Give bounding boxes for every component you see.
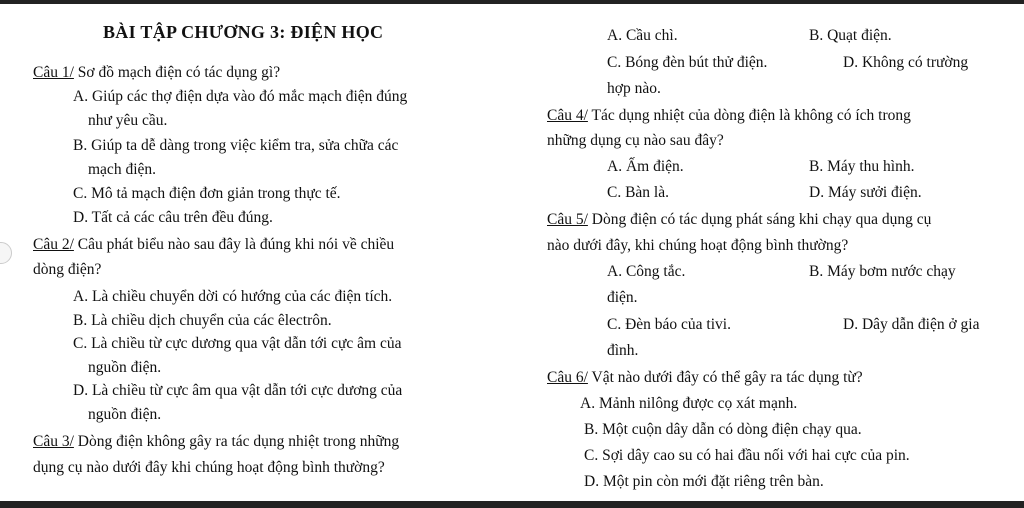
q1-option-d: D. Tất cả các câu trên đều đúng. (73, 209, 273, 226)
q2-option-c-cont: nguồn điện. (88, 359, 162, 376)
q6-option-c: C. Sợi dây cao su có hai đầu nối với hai cực của pin. (584, 447, 910, 464)
q1-option-a-cont: như yêu cầu. (88, 112, 168, 129)
question-3-stem: Câu 3/ Dòng điện không gây ra tác dụng nhiệt trong những (33, 433, 400, 450)
question-3-label: Câu 3/ (33, 433, 74, 450)
question-3-stem-cont: dụng cụ nào dưới đây khi chúng hoạt động bình thường? (33, 459, 385, 476)
question-6-stem: Câu 6/ Vật nào dưới đây có thể gây ra tác dụng từ? (547, 369, 863, 386)
question-5-stem-cont: nào dưới đây, khi chúng hoạt động bình thường? (547, 237, 849, 254)
question-2-label: Câu 2/ (33, 236, 74, 253)
q3-option-a: A. Cầu chì. (607, 27, 678, 44)
q3-option-d-cont: hợp nào. (607, 80, 661, 97)
page-edge-handle[interactable] (0, 242, 12, 264)
q5-option-b: B. Máy bơm nước chạy (809, 263, 956, 280)
q2-option-d: D. Là chiều từ cực âm qua vật dẫn tới cực dương của (73, 382, 403, 399)
q5-option-d: D. Dây dẫn điện ở gia (843, 316, 980, 333)
page-title: BÀI TẬP CHƯƠNG 3: ĐIỆN HỌC (103, 22, 384, 42)
q4-option-d: D. Máy sưởi điện. (809, 184, 922, 201)
q4-option-b: B. Máy thu hình. (809, 158, 915, 175)
q3-option-d: D. Không có trường (843, 54, 969, 71)
question-4-stem: Câu 4/ Tác dụng nhiệt của dòng điện là không có ích trong (547, 107, 911, 124)
question-6-label: Câu 6/ (547, 369, 588, 386)
q6-option-a: A. Mảnh nilông được cọ xát mạnh. (580, 395, 798, 412)
q2-option-d-cont: nguồn điện. (88, 406, 162, 423)
q4-option-c: C. Bàn là. (607, 184, 669, 201)
q6-option-d: D. Một pin còn mới đặt riêng trên bàn. (584, 473, 824, 490)
question-1-stem: Câu 1/ Sơ đồ mạch điện có tác dụng gì? (33, 64, 281, 81)
q2-option-a: A. Là chiều chuyển dời có hướng của các điện tích. (73, 288, 393, 305)
q6-option-b: B. Một cuộn dây dẫn có dòng điện chạy qua. (584, 421, 862, 438)
q1-option-a: A. Giúp các thợ điện dựa vào đó mắc mạch điện đúng (73, 88, 408, 105)
q1-option-b: B. Giúp ta dễ dàng trong việc kiểm tra, sửa chữa các (73, 137, 399, 154)
q2-option-c: C. Là chiều từ cực dương qua vật dẫn tới cực âm của (73, 335, 402, 352)
q1-option-c: C. Mô tả mạch điện đơn giản trong thực tế. (73, 185, 341, 202)
question-2-stem: Câu 2/ Câu phát biểu nào sau đây là đúng khi nói về chiều (33, 236, 395, 253)
q5-option-b-cont: điện. (607, 289, 638, 306)
q2-option-b: B. Là chiều dịch chuyển của các êlectrôn. (73, 312, 332, 329)
q5-option-a: A. Công tắc. (607, 263, 686, 280)
q3-option-c: C. Bóng đèn bút thử điện. (607, 54, 768, 71)
q4-option-a: A. Ấm điện. (607, 158, 684, 175)
question-2-stem-cont: dòng điện? (33, 261, 102, 278)
question-4-stem-cont: những dụng cụ nào sau đây? (547, 132, 724, 149)
question-4-label: Câu 4/ (547, 107, 588, 124)
q5-option-c: C. Đèn báo của tivi. (607, 316, 731, 333)
top-border (0, 0, 1024, 4)
q3-option-b: B. Quạt điện. (809, 27, 892, 44)
bottom-border (0, 501, 1024, 508)
question-1-label: Câu 1/ (33, 64, 74, 81)
question-5-stem: Câu 5/ Dòng điện có tác dụng phát sáng khi chạy qua dụng cụ (547, 211, 932, 228)
q1-option-b-cont: mạch điện. (88, 161, 157, 178)
question-5-label: Câu 5/ (547, 211, 588, 228)
q5-option-d-cont: đình. (607, 342, 639, 359)
